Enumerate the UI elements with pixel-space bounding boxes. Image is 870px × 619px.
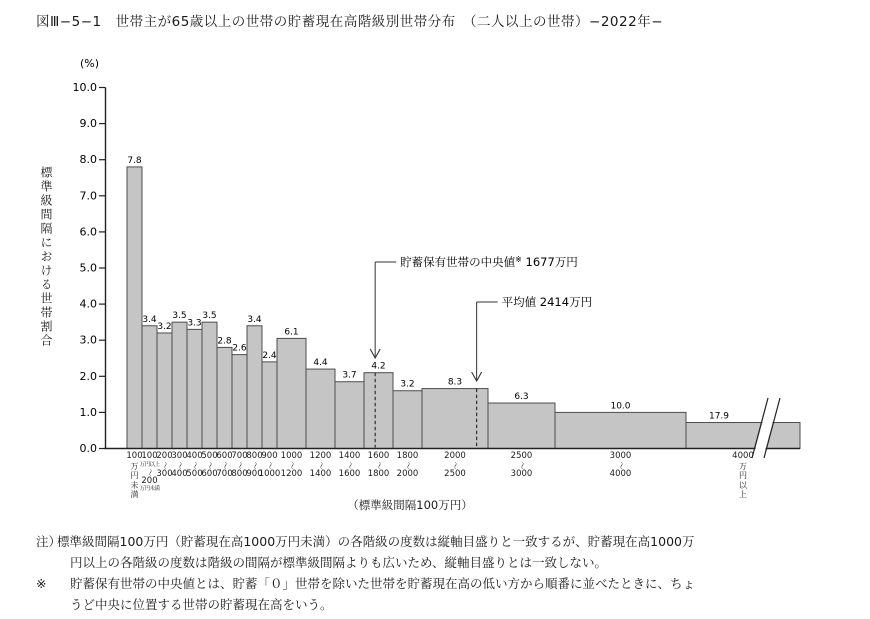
bar-value-label: 3.2 [157, 321, 172, 332]
y-tick-label: 4.0 [79, 297, 97, 311]
x-class-label-line: 未 [130, 480, 139, 490]
bar [142, 326, 157, 449]
x-class-label-line: 〜 [450, 461, 460, 469]
note-1-line-2: 円以上の各階級の度数は階級の間隔が標準級間隔よりも広いため、縦軸目盛りとは一致しない。 [70, 555, 608, 570]
x-class-label-line: 万 [130, 461, 139, 471]
x-class-label-line: 〜 [316, 461, 325, 469]
bar-value-label: 3.2 [400, 379, 415, 390]
x-class-label-line: 〜 [403, 461, 412, 469]
y-tick-label: 8.0 [79, 153, 97, 167]
note-1-label: 注） [36, 534, 62, 549]
x-class-label-line: 万 [739, 461, 747, 471]
y-axis-unit: (%) [79, 57, 99, 70]
bar [364, 373, 393, 449]
x-class-label-line: 2000 [396, 468, 419, 479]
x-class-label-line: 1000 [258, 468, 281, 479]
x-class-label-line: 〜 [205, 461, 214, 469]
x-class-label-line: 1800 [367, 468, 390, 479]
x-class-label-line: 600 [216, 451, 233, 461]
x-class-label-line: 900 [261, 451, 278, 461]
x-class-label-line: 1400 [338, 451, 361, 461]
bar [393, 391, 422, 449]
x-class-label-line: 2000 [444, 451, 466, 461]
x-class-label-line: 700 [231, 451, 248, 461]
x-class-label-line: 以 [739, 480, 747, 490]
x-class-label-line: 1000 [280, 451, 303, 461]
bar-value-label: 4.2 [371, 361, 386, 372]
x-class-label-line: 3000 [510, 468, 533, 479]
x-class-label-line: 900 [246, 468, 263, 479]
x-class-label-line: 200 [156, 451, 173, 461]
bar [202, 322, 217, 448]
x-class-label-line: 700 [216, 468, 233, 479]
bar [277, 338, 306, 448]
y-tick-label: 7.0 [79, 189, 97, 203]
bar [422, 389, 488, 449]
x-class-label-line: 1200 [309, 451, 332, 461]
y-tick-label: 0.0 [79, 442, 97, 455]
bar [217, 347, 232, 448]
note-2-label: ※ [36, 576, 47, 591]
bar-value-label: 3.5 [172, 311, 187, 322]
x-class-label-line: 満 [130, 490, 139, 499]
y-tick-label: 5.0 [79, 261, 97, 275]
note-1 [36, 531, 848, 573]
x-class-label-line: 1800 [396, 451, 419, 461]
bar-value-label: 4.4 [313, 358, 328, 369]
y-axis-title: 標準級間隔における世帯割合 [39, 166, 53, 348]
x-class-label-line: 800 [246, 451, 263, 461]
bar-value-label: 10.0 [610, 401, 631, 412]
x-class-label-line: 4000 [609, 468, 632, 479]
x-class-label-line: 円 [130, 471, 139, 480]
y-tick-label: 2.0 [79, 369, 97, 383]
x-class-label-line: 3000 [609, 451, 632, 461]
x-class-label-line: 〜 [145, 468, 154, 476]
x-class-label-line: 300 [171, 451, 188, 461]
x-class-label-line: 万円以上 [139, 461, 160, 468]
x-class-label-line: 1400 [309, 468, 332, 479]
bar [555, 412, 686, 448]
note-2-line-1: 貯蓄保有世帯の中央値とは、貯蓄「０」世帯を除いた世帯を貯蓄現在高の低い方から順番に並べたときに、ちょ [70, 576, 696, 591]
bar [232, 355, 247, 449]
bar-value-label: 3.4 [142, 314, 157, 325]
median-annotation-label: 貯蓄保有世帯の中央値※ 1677万円 [400, 255, 578, 269]
bar-value-label: 2.6 [232, 343, 247, 354]
x-class-label-line: 上 [739, 490, 747, 499]
bar [686, 423, 800, 449]
x-class-label-line: 〜 [616, 461, 625, 469]
x-class-label-line: 1600 [367, 451, 390, 461]
x-class-label-line: 〜 [160, 461, 169, 469]
x-class-label-line: 500 [201, 451, 218, 461]
bar [262, 362, 277, 449]
bar-value-label: 2.8 [217, 336, 232, 347]
x-class-label-line: 〜 [374, 461, 383, 469]
x-class-label-line: 1600 [338, 468, 361, 479]
y-tick-label: 6.0 [79, 225, 97, 239]
x-class-label-line: 300 [156, 468, 173, 479]
bar [127, 167, 142, 449]
x-class-label-line: 600 [201, 468, 218, 479]
x-class-label-line: 万円未満 [139, 486, 160, 492]
note-1-line-1: 標準級間隔100万円（貯蓄現在高1000万円未満）の各階級の度数は縦軸目盛りと一致するが、貯蓄現在高1000万 [57, 534, 695, 549]
y-tick-label: 9.0 [79, 117, 97, 131]
x-class-label-line: 〜 [287, 461, 296, 469]
x-class-label-line: 2500 [510, 451, 533, 461]
bar [335, 382, 364, 449]
bar-value-label: 3.3 [187, 318, 202, 329]
bar-value-label: 6.3 [514, 392, 529, 403]
note-2-line-2: うど中央に位置する世帯の貯蓄現在高をいう。 [70, 597, 333, 612]
note-2 [36, 573, 848, 615]
bar [187, 329, 202, 448]
y-tick-label: 3.0 [79, 333, 97, 347]
bar-value-label: 3.5 [202, 311, 217, 322]
x-class-label-line: 800 [231, 468, 248, 479]
x-axis-caption: （標準級間隔100万円） [347, 498, 473, 512]
bar-value-label: 3.7 [342, 370, 357, 381]
bar [488, 403, 555, 448]
x-class-label-line: 2500 [444, 468, 466, 479]
bar [172, 322, 187, 448]
bar [157, 333, 172, 449]
bar-value-label: 6.1 [284, 327, 299, 338]
x-class-label-line: 〜 [345, 461, 354, 469]
figure-title: 図Ⅲ−5−1 世帯主が65歳以上の世帯の貯蓄現在高階級別世帯分布 （二人以上の世帯）−2022年− [36, 14, 664, 30]
x-class-label-line: 500 [186, 468, 203, 479]
bar-value-label: 3.4 [247, 314, 262, 325]
x-class-label-line: 4000 [732, 451, 754, 461]
x-class-label-line: 〜 [235, 461, 244, 469]
x-class-label-line: 200 [141, 475, 158, 486]
bar [247, 326, 262, 449]
x-class-label-line: 〜 [175, 461, 184, 469]
x-class-label-line: 1200 [280, 468, 303, 479]
y-tick-label: 1.0 [79, 405, 97, 419]
notes [36, 531, 848, 615]
x-class-label-line: 〜 [517, 461, 526, 469]
bar [306, 369, 335, 448]
bar-value-label: 2.4 [262, 350, 277, 361]
bar-value-label: 7.8 [127, 155, 142, 166]
x-class-label-line: 100 [141, 451, 158, 461]
x-class-label-line: 円 [739, 471, 747, 480]
x-class-label-line: 400 [186, 451, 203, 461]
x-class-label-line: 〜 [250, 461, 259, 469]
x-class-label-line: 100 [126, 451, 143, 461]
x-class-label-line: 400 [171, 468, 188, 479]
y-tick-label: 10.0 [72, 81, 97, 94]
bar-value-label: 8.3 [447, 377, 463, 388]
x-class-label-line: 〜 [265, 461, 274, 469]
x-class-label-line: 〜 [190, 461, 199, 469]
x-class-label-line: 〜 [220, 461, 229, 469]
mean-annotation-label: 平均値 2414万円 [501, 295, 593, 309]
bar-value-label: 17.9 [708, 411, 730, 422]
